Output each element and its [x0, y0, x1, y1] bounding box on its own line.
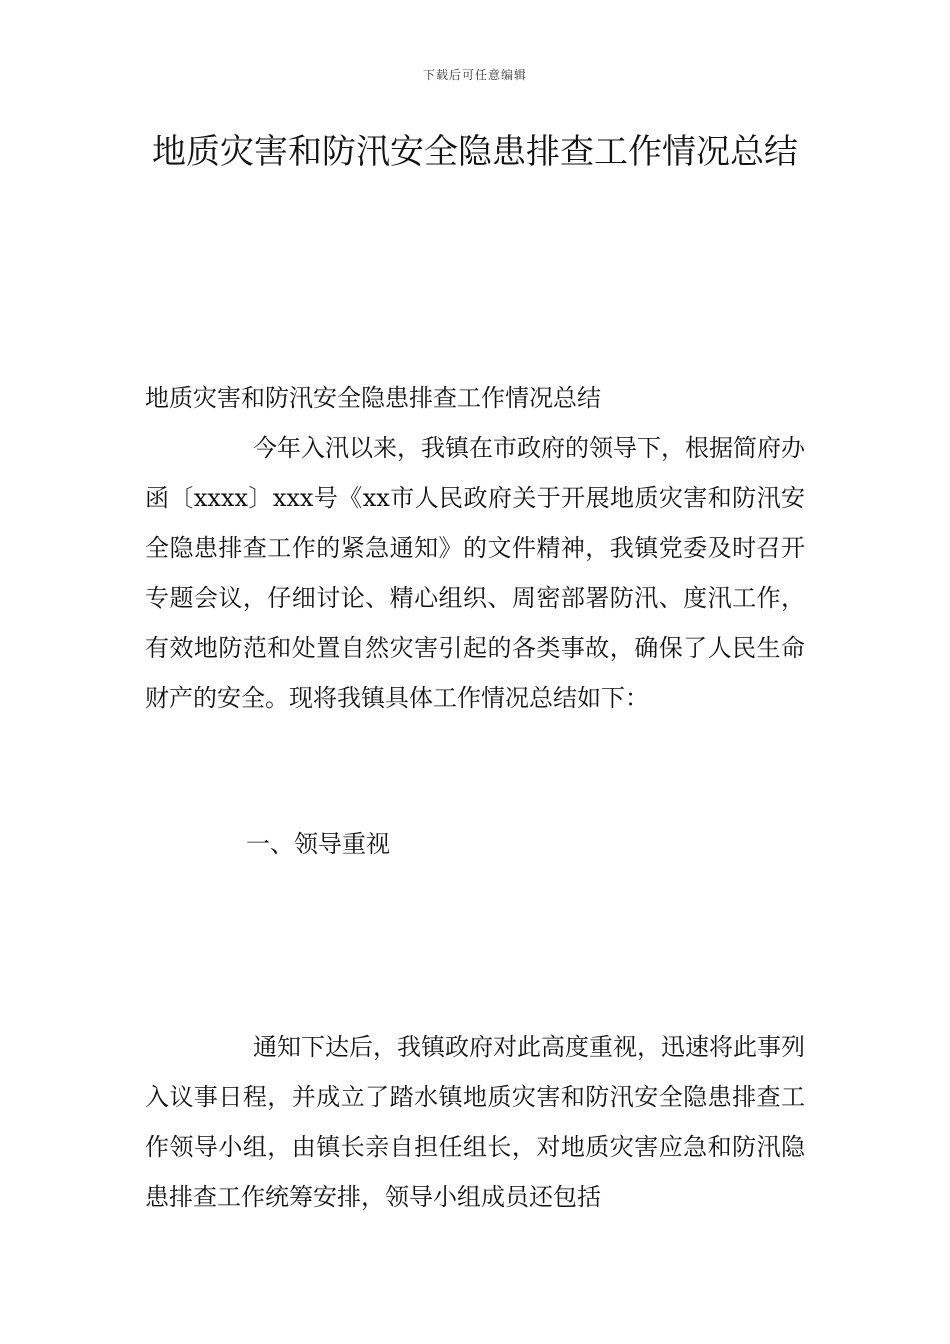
document-title: 地质灾害和防汛安全隐患排查工作情况总结: [152, 132, 798, 172]
body-paragraph-leadership: 通知下达后，我镇政府对此高度重视，迅速将此事列入议事日程，并成立了踏水镇地质灾害和防汛安全隐患排查工作领导小组，由镇长亲自担任组长，对地质灾害应急和防汛隐患排查工作统筹安排，领导小组成员还包括: [145, 1033, 805, 1211]
body-paragraph-intro: 今年入汛以来，我镇在市政府的领导下，根据简府办函〔xxxx〕xxx号《xx市人民政府关于开展地质灾害和防汛安全隐患排查工作的紧急通知》的文件精神，我镇党委及时召开专题会议，仔细讨论、精心组织、周密部署防汛、度汛工作，有效地防范和处置自然灾害引起的各类事故，确保了人民生命财产的安全。现将我镇具体工作情况总结如下：: [145, 434, 805, 712]
section-heading: 一、领导重视: [246, 830, 390, 858]
header-note: 下载后可任意编辑: [422, 68, 527, 82]
document-subtitle: 地质灾害和防汛安全隐患排查工作情况总结: [145, 384, 601, 412]
